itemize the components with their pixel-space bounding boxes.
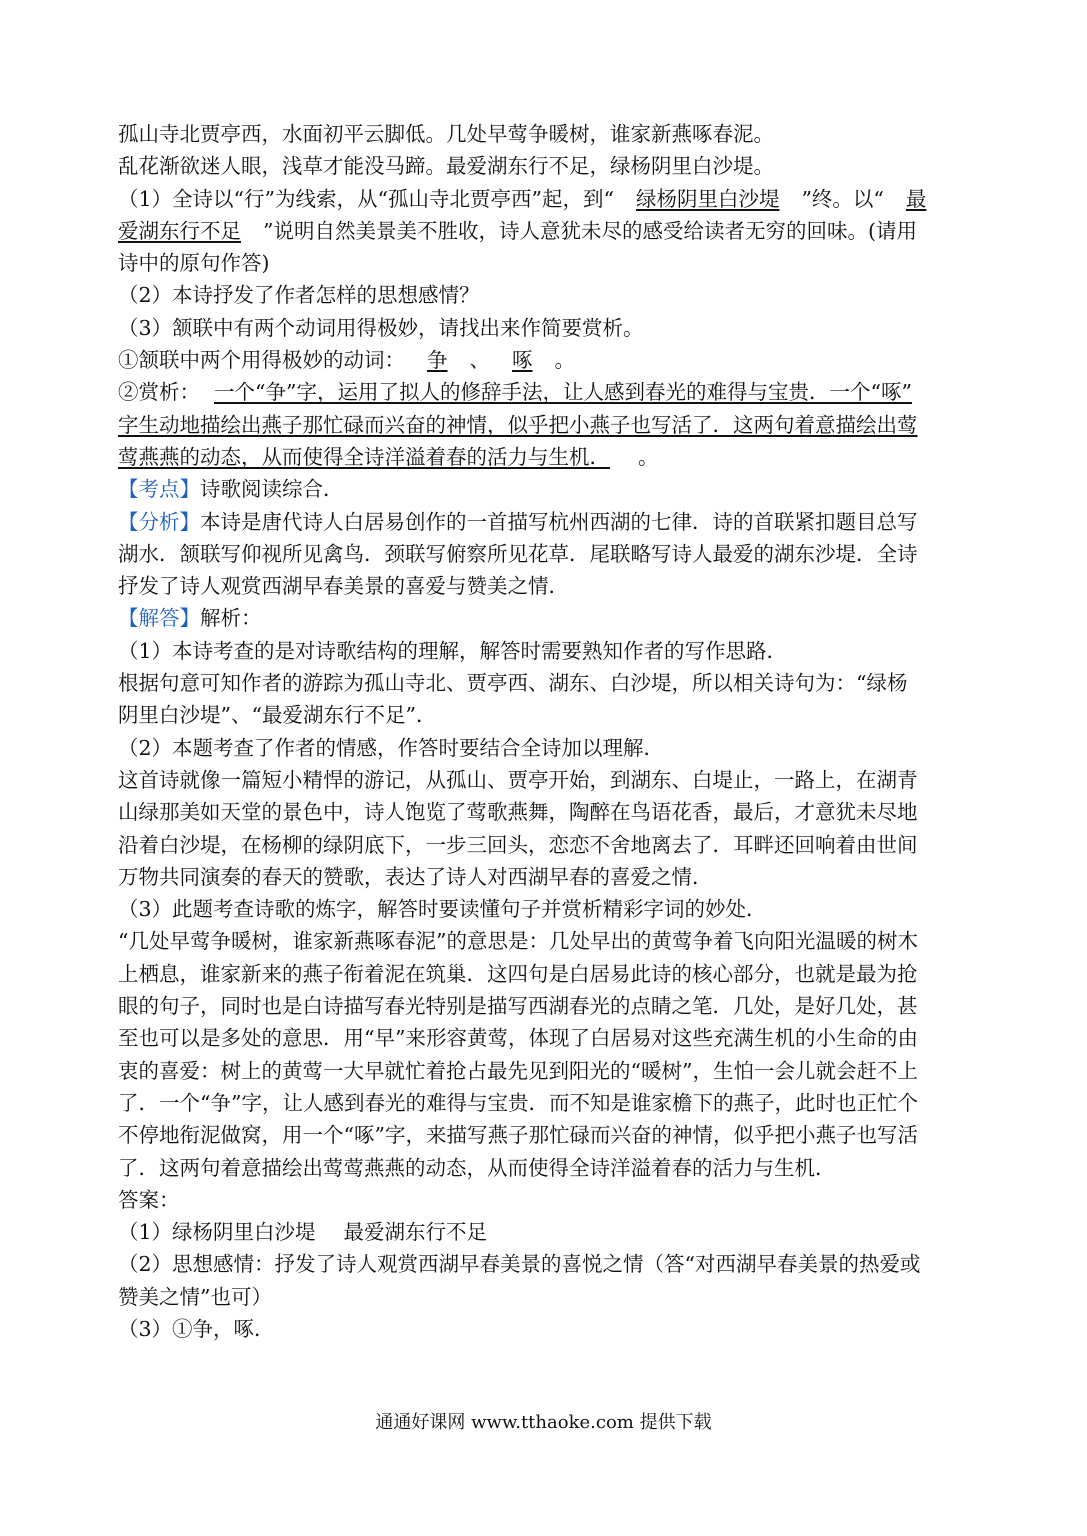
q3-2-prefix: ②赏析： <box>118 380 200 405</box>
q1-text-b: ”终。以“ <box>801 186 884 211</box>
jieda-line: 阴里白沙堤”、“最爱湖东行不足”． <box>118 703 437 728</box>
answer-3: （3）①争，啄． <box>118 1316 275 1341</box>
fenxi-line-2: 湖水．颔联写仰视所见禽鸟．颈联写俯察所见花草．尾联略写诗人最爱的湖东沙堤．全诗 <box>118 541 918 566</box>
q1-blank-2-part-1: 最 <box>905 186 927 211</box>
question-2: （2）本诗抒发了作者怎样的思想感情？ <box>118 283 480 308</box>
question-3-part-2-line-3 <box>118 441 973 473</box>
jieda-line: “几处早莺争暖树，谁家新燕啄春泥”的意思是：几处早出的黄莺争着飞向阳光温暖的树木 <box>118 929 918 954</box>
jieda-line: 眼的句子，同时也是白诗描写春光特别是描写西湖春光的点睛之笔．几处，是好几处，甚 <box>118 994 918 1019</box>
question-1-line-3: 诗中的原句作答) <box>118 251 270 276</box>
jieda-line: 上栖息，谁家新来的燕子衔着泥在筑巢．这四句是白居易此诗的核心部分，也就是最为抢 <box>118 961 918 986</box>
question-1-line-1 <box>118 183 973 215</box>
fenxi-text-1: 本诗是唐代诗人白居易创作的一首描写杭州西湖的七律．诗的首联紧扣题目总写 <box>200 509 918 534</box>
jieda-line: 山绿那美如天堂的景色中，诗人饱览了莺歌燕舞，陶醉在鸟语花香，最后，才意犹未尽地 <box>118 800 918 825</box>
jieda-line: 沿着白沙堤，在杨柳的绿阴底下，一步三回头，恋恋不舍地离去了．耳畔还回响着由世间 <box>118 832 918 857</box>
question-1-line-2 <box>118 215 973 247</box>
answer-2-line-1: （2）思想感情：抒发了诗人观赏西湖早春美景的喜悦之情（答“对西湖早春美景的热爱或 <box>118 1252 921 1277</box>
kaodian-label: 【考点】 <box>118 477 200 502</box>
q3-1-end: 。 <box>554 348 575 373</box>
q3-1-blank-2: 啄 <box>512 348 533 373</box>
document-body <box>118 118 973 1345</box>
q3-1-prefix: ①颔联中两个用得极妙的动词： <box>118 348 405 373</box>
jieda-line: 了．这两句着意描绘出莺莺燕燕的动态，从而使得全诗洋溢着春的活力与生机． <box>118 1155 836 1180</box>
q3-1-blank-1: 争 <box>427 348 448 373</box>
answer-2-line-2: 赞美之情”也可） <box>118 1284 272 1309</box>
q1-blank-2-part-2: 爱湖东行不足 <box>118 218 241 243</box>
kaodian-text: 诗歌阅读综合． <box>200 477 344 502</box>
poem-line-1: 孤山寺北贾亭西，水面初平云脚低。几处早莺争暖树，谁家新燕啄春泥。 <box>118 122 774 146</box>
jieda-intro: 解析： <box>200 606 262 631</box>
answer-1 <box>118 1216 973 1248</box>
jieda-line: （3）此题考查诗歌的炼字，解答时要读懂句子并赏析精彩字词的妙处． <box>118 897 767 922</box>
jieda-line: （1）本诗考查的是对诗歌结构的理解，解答时需要熟知作者的写作思路． <box>118 638 788 663</box>
q3-2-answer-2: 字生动地描绘出燕子那忙碌而兴奋的神情，似乎把小燕子也写活了．这两句着意描绘出莺 <box>118 412 918 437</box>
jieda-line: 至也可以是多处的意思．用“早”来形容黄莺，体现了白居易对这些充满生机的小生命的由 <box>118 1026 918 1051</box>
question-3-part-1 <box>118 344 973 376</box>
jieda-label: 【解答】 <box>118 606 200 631</box>
fenxi-line-1 <box>118 506 973 538</box>
question-3-part-2-line-2 <box>118 409 973 441</box>
poem-line-2: 乱花渐欲迷人眼，浅草才能没马蹄。最爱湖东行不足，绿杨阴里白沙堤。 <box>118 154 774 179</box>
answer-1-second: 最爱湖东行不足 <box>343 1220 488 1245</box>
jieda-line: 衷的喜爱：树上的黄莺一大早就忙着抢占最先见到阳光的“暖树”，生怕一会儿就会赶不上 <box>118 1058 918 1083</box>
jieda-line: （2）本题考查了作者的情感，作答时要结合全诗加以理解． <box>118 735 665 760</box>
jieda-line: 根据句意可知作者的游踪为孤山寺北、贾亭西、湖东、白沙堤，所以相关诗句为：“绿杨 <box>118 671 908 696</box>
q3-2-end: 。 <box>638 444 659 469</box>
q1-text-a: （1）全诗以“行”为线索，从“孤山寺北贾亭西”起，到“ <box>118 186 614 211</box>
q1-text-c: ”说明自然美景美不胜收，诗人意犹未尽的感受给读者无穷的回味。(请用 <box>263 218 917 243</box>
answer-1-first: （1）绿杨阴里白沙堤 <box>118 1220 316 1245</box>
q3-2-answer-1: 一个“争”字，运用了拟人的修辞手法，让人感到春光的难得与宝贵．一个“啄” <box>214 380 912 405</box>
q3-1-separator: 、 <box>469 348 490 373</box>
q3-2-answer-3: 莺燕燕的动态，从而使得全诗洋溢着春的活力与生机． <box>118 444 610 469</box>
jieda-line: 了．一个“争”字，让人感到春光的难得与宝贵．而不知是谁家檐下的燕子，此时也正忙个 <box>118 1090 918 1115</box>
question-3-part-2-line-1 <box>118 376 973 408</box>
jieda-heading <box>118 602 973 634</box>
kaodian-section <box>118 473 973 505</box>
jieda-line: 不停地衔泥做窝，用一个“啄”字，来描写燕子那忙碌而兴奋的神情，似乎把小燕子也写活 <box>118 1123 918 1148</box>
jieda-line: 这首诗就像一篇短小精悍的游记，从孤山、贾亭开始，到湖东、白堤止，一路上，在湖青 <box>118 767 918 792</box>
fenxi-line-3: 抒发了诗人观赏西湖早春美景的喜爱与赞美之情． <box>118 574 569 599</box>
fenxi-label: 【分析】 <box>118 509 200 534</box>
answer-label: 答案： <box>118 1187 180 1212</box>
page-footer: 通通好课网 www.tthaoke.com 提供下载 <box>375 1412 712 1433</box>
q1-blank-1: 绿杨阴里白沙堤 <box>635 186 780 211</box>
question-3: （3）颔联中有两个动词用得极妙，请找出来作简要赏析。 <box>118 315 644 340</box>
jieda-line: 万物共同演奏的春天的赞歌，表达了诗人对西湖早春的喜爱之情． <box>118 864 713 889</box>
